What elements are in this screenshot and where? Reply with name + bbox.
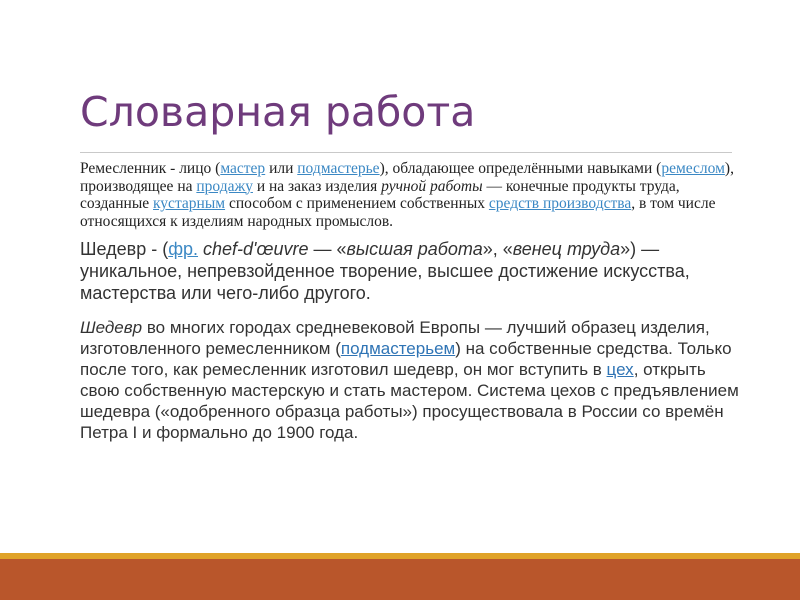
text: Ремесленник - лицо ( <box>80 160 221 177</box>
text: ), обладающее определёнными навыками ( <box>379 160 662 177</box>
definition-craftsman <box>80 160 740 230</box>
italic-text: Шедевр <box>80 318 143 337</box>
link-guild[interactable]: цех <box>606 360 634 379</box>
italic-text: ручной работы <box>381 177 483 195</box>
definition-masterpiece <box>80 238 740 304</box>
text: способом с применением собственных <box>225 195 489 212</box>
text: или <box>265 160 298 177</box>
slide-content <box>80 160 740 443</box>
text: и на заказ изделия <box>252 177 382 195</box>
text: во многих городах средневековой Европы — лучший образец изделия, изготовленного ремесленником ( <box>80 318 710 358</box>
link-craft[interactable]: ремеслом <box>661 160 725 177</box>
masterpiece-history <box>80 317 740 443</box>
text: Шедевр - ( <box>80 239 169 259</box>
link-master[interactable]: мастер <box>220 160 266 177</box>
link-french[interactable]: фр. <box>168 239 199 259</box>
link-apprentice-2[interactable]: подмастерьем <box>340 339 456 358</box>
footer-bar <box>0 559 800 600</box>
text: , в том числе относящихся к изделиям народных промыслов. <box>80 195 716 230</box>
text: ) на собственные средства. Только после того, как ремесленник изготовил шедевр, он мог вступить в <box>80 339 732 379</box>
text: », « <box>482 239 513 259</box>
italic-text: высшая работа <box>346 239 483 259</box>
link-handicraft[interactable]: кустарным <box>153 195 226 212</box>
link-sale[interactable]: продажу <box>196 177 253 195</box>
text: — « <box>308 239 347 259</box>
title-divider <box>80 152 732 153</box>
link-apprentice[interactable]: подмастерье <box>297 160 380 177</box>
text: ), производящее на <box>80 160 734 195</box>
text: ») — уникальное, непревзойденное творение, высшее достижение искусства, мастерства или чего-либо другого. <box>80 239 690 303</box>
link-means-of-production[interactable]: средств производства <box>488 195 632 212</box>
text: — конечные продукты труда, созданные <box>80 177 680 212</box>
italic-text: chef-d'œuvre <box>198 239 309 259</box>
italic-text: венец труда <box>512 239 621 259</box>
slide-title: Словарная работа <box>80 88 476 136</box>
text: , открыть свою собственную мастерскую и стать мастером. Система цехов с предъявлением шедевра («одобренного образца работы») просуществовала в России со времён Петра I и формально до 1900 года. <box>80 360 739 442</box>
